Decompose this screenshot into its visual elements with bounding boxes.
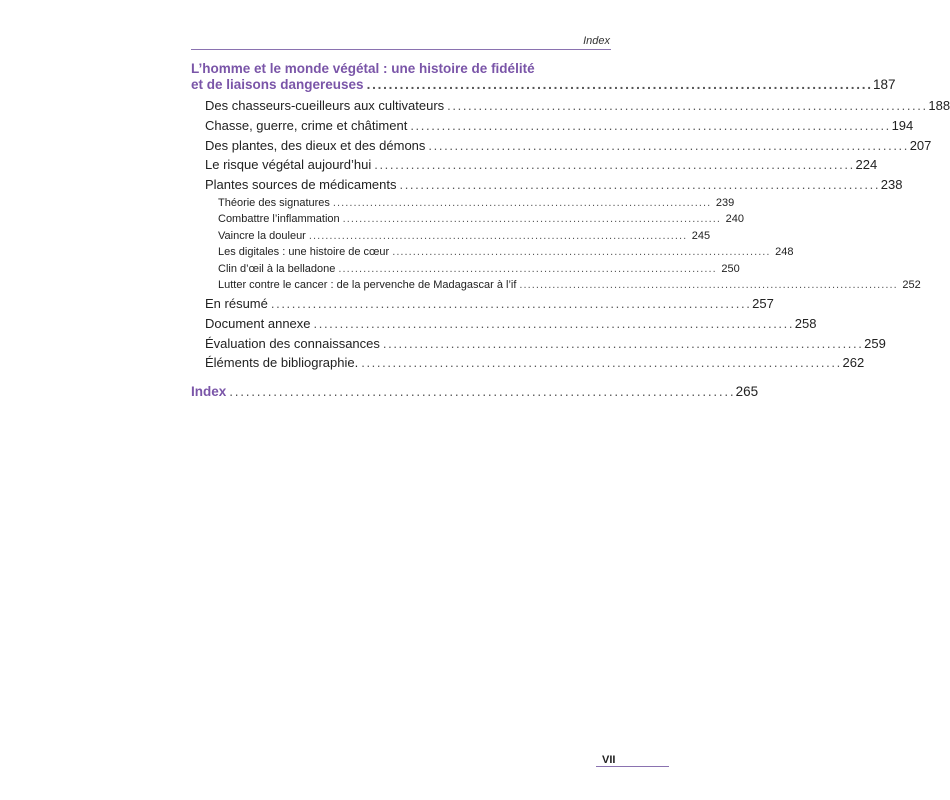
toc-entry-label: En résumé bbox=[205, 295, 268, 311]
toc-entry-page: 188 bbox=[928, 98, 950, 113]
toc-entry-page: 262 bbox=[842, 355, 865, 371]
toc-subentry[interactable] bbox=[191, 244, 794, 261]
chapter-entry[interactable] bbox=[191, 61, 896, 93]
index-entry[interactable] bbox=[191, 384, 759, 400]
toc-subentry[interactable] bbox=[191, 211, 744, 228]
toc-entry[interactable] bbox=[191, 116, 914, 136]
toc-subentry-label: Clin d’œil à la belladone bbox=[218, 262, 336, 275]
toc-subentry[interactable] bbox=[191, 261, 740, 278]
toc-subentry-page: 240 bbox=[725, 213, 744, 226]
toc-subentry[interactable] bbox=[191, 228, 711, 245]
dot-leader bbox=[361, 353, 839, 373]
toc-entry-page: 224 bbox=[855, 157, 878, 173]
header-rule bbox=[191, 49, 611, 50]
toc-entry-page: 238 bbox=[880, 177, 903, 193]
toc-entry-page: 258 bbox=[794, 315, 817, 331]
toc-subentry-page: 252 bbox=[902, 279, 921, 292]
dot-leader bbox=[271, 294, 749, 314]
chapter-title-line2: et de liaisons dangereuses bbox=[191, 77, 364, 92]
index-entry-page: 265 bbox=[735, 384, 759, 400]
table-of-contents bbox=[191, 61, 950, 400]
dot-leader bbox=[374, 155, 852, 175]
toc-entry-page: 194 bbox=[891, 117, 914, 133]
toc-subentry-label: Les digitales : une histoire de cœur bbox=[218, 246, 390, 259]
toc-subentry-label: Combattre l’inflammation bbox=[218, 213, 340, 226]
toc-entry[interactable] bbox=[191, 96, 950, 116]
page-folio: VII bbox=[602, 754, 616, 766]
toc-subentry-page: 245 bbox=[691, 229, 711, 242]
toc-subentry[interactable] bbox=[191, 195, 735, 212]
toc-entry-label: Des plantes, des dieux et des démons bbox=[205, 137, 426, 153]
dot-leader bbox=[428, 136, 906, 156]
toc-entry[interactable] bbox=[191, 175, 903, 195]
dot-leader bbox=[343, 211, 719, 228]
toc-entry[interactable] bbox=[191, 334, 886, 354]
dot-leader bbox=[410, 116, 888, 136]
toc-subentry-page: 248 bbox=[775, 246, 794, 259]
chapter-title-line1: L’homme et le monde végétal : une histoire de fidélité bbox=[191, 61, 535, 76]
toc-entry[interactable] bbox=[191, 136, 932, 156]
footer-rule bbox=[596, 766, 669, 767]
dot-leader bbox=[399, 175, 877, 195]
toc-subentry-page: 250 bbox=[721, 262, 740, 275]
toc-entry-label: Éléments de bibliographie. bbox=[205, 355, 359, 371]
toc-entry[interactable] bbox=[191, 294, 774, 314]
toc-entry-label: Évaluation des connaissances bbox=[205, 335, 380, 351]
chapter-page-number: 187 bbox=[872, 77, 896, 92]
toc-entry-label: Des chasseurs-cueilleurs aux cultivateurs bbox=[205, 98, 445, 113]
dot-leader bbox=[447, 96, 925, 116]
dot-leader bbox=[333, 195, 709, 212]
toc-subentry-page: 239 bbox=[715, 196, 735, 209]
toc-entry[interactable] bbox=[191, 314, 817, 334]
toc-entry-page: 207 bbox=[909, 137, 932, 153]
toc-subentry-label: Lutter contre le cancer : de la pervenche de Madagascar à l’if bbox=[218, 279, 517, 292]
toc-entry-page: 259 bbox=[864, 335, 886, 351]
toc-entry-label: Le risque végétal aujourd’hui bbox=[205, 157, 372, 173]
dot-leader bbox=[314, 314, 792, 334]
toc-entry-label: Chasse, guerre, crime et châtiment bbox=[205, 117, 408, 133]
dot-leader bbox=[309, 228, 685, 245]
toc-entry-page: 257 bbox=[752, 295, 774, 311]
running-header: Index bbox=[583, 35, 610, 47]
dot-leader bbox=[392, 244, 768, 261]
dot-leader bbox=[383, 334, 861, 354]
toc-subentry[interactable] bbox=[191, 277, 921, 294]
dot-leader bbox=[519, 277, 895, 294]
index-entry-label: Index bbox=[191, 384, 227, 400]
toc-subentry-label: Vaincre la douleur bbox=[218, 229, 306, 242]
toc-subentry-label: Théorie des signatures bbox=[218, 196, 330, 209]
toc-entry-label: Document annexe bbox=[205, 315, 311, 331]
toc-entry[interactable] bbox=[191, 353, 865, 373]
dot-leader bbox=[229, 384, 732, 399]
dot-leader bbox=[338, 261, 714, 278]
toc-entry-label: Plantes sources de médicaments bbox=[205, 177, 397, 193]
toc-entry[interactable] bbox=[191, 155, 878, 175]
dot-leader bbox=[367, 77, 870, 93]
